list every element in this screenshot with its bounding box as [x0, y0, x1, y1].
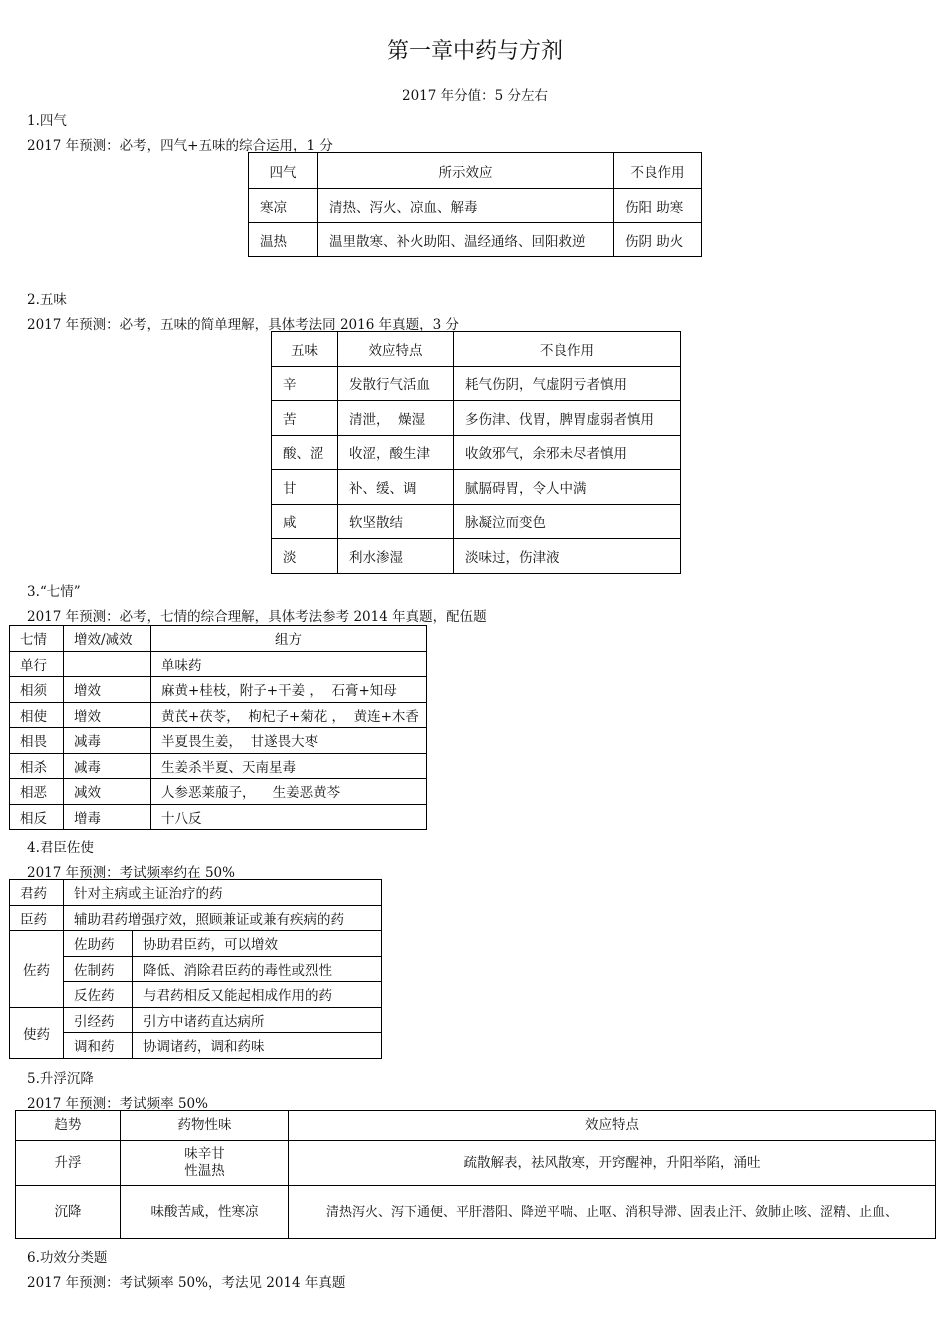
- page-title: 第一章中药与方剂: [386, 39, 563, 64]
- table-cell: 脉凝泣而变色: [454, 504, 681, 539]
- header-cell: 效应特点: [289, 1111, 936, 1141]
- table-cell: 使药: [10, 1007, 64, 1058]
- header-cell: 效应特点: [338, 332, 454, 367]
- section-note-gongxiao: 2017 年预测：考试频率 50%，考法见 2014 年真题: [27, 1275, 346, 1291]
- table-cell: 多伤津、伐胃，脾胃虚弱者慎用: [454, 401, 681, 436]
- table-cell: 相杀: [10, 753, 64, 779]
- siqi-table: [248, 152, 702, 257]
- table-header-row: [10, 626, 427, 652]
- table-cell: 单味药: [151, 651, 427, 677]
- table-cell: 甘: [272, 470, 338, 505]
- table-cell: 升浮: [16, 1141, 121, 1186]
- table-row: [249, 223, 702, 257]
- table-cell: 清热、泻火、凉血、解毒: [318, 189, 614, 223]
- section-note-siqi: 2017 年预测：必考，四气+五味的综合运用，1 分: [27, 138, 333, 154]
- table-cell: 酸、涩: [272, 435, 338, 470]
- section-note-wuwei: 2017 年预测：必考，五味的简单理解，具体考法同 2016 年真题，3 分: [27, 317, 459, 333]
- table-cell: 引方中诸药直达病所: [133, 1007, 382, 1033]
- table-row: [16, 1186, 936, 1239]
- table-row: [10, 702, 427, 728]
- table-header-row: [272, 332, 681, 367]
- table-cell: 减效: [64, 779, 151, 805]
- header-cell: 七情: [10, 626, 64, 652]
- table-cell: 生姜杀半夏、天南星毒: [151, 753, 427, 779]
- table-cell: [64, 651, 151, 677]
- table-cell: 相反: [10, 804, 64, 830]
- table-cell: 味酸苦咸，性寒凉: [121, 1186, 289, 1239]
- shengfu-table: [15, 1110, 936, 1239]
- table-cell: 臣药: [10, 905, 64, 931]
- table-row: [272, 470, 681, 505]
- table-cell: 协调诸药，调和药味: [133, 1033, 382, 1059]
- table-cell: 佐药: [10, 931, 64, 1008]
- table-cell: 咸: [272, 504, 338, 539]
- table-cell: 发散行气活血: [338, 366, 454, 401]
- section-heading-siqi: 1.四气: [27, 113, 67, 129]
- table-row: [10, 880, 382, 906]
- table-cell: 麻黄+桂枝，附子+干姜 ， 石膏+知母: [151, 677, 427, 703]
- table-row: [272, 435, 681, 470]
- table-row: [10, 728, 427, 754]
- table-cell: 增毒: [64, 804, 151, 830]
- table-row: [272, 366, 681, 401]
- header-cell: 所示效应: [318, 153, 614, 189]
- table-cell: [121, 1141, 289, 1186]
- table-row: [10, 1007, 382, 1033]
- table-cell: 收敛邪气，余邪未尽者慎用: [454, 435, 681, 470]
- header-cell: 不良作用: [454, 332, 681, 367]
- qiqing-table: [9, 625, 427, 830]
- table-cell: 降低、消除君臣药的毒性或烈性: [133, 956, 382, 982]
- table-cell: 十八反: [151, 804, 427, 830]
- table-cell: 引经药: [64, 1007, 133, 1033]
- table-cell: 辅助君药增强疗效，照顾兼证或兼有疾病的药: [64, 905, 382, 931]
- header-cell: 五味: [272, 332, 338, 367]
- nature-line: 味辛甘: [184, 1146, 225, 1162]
- table-row: [10, 677, 427, 703]
- table-row: [10, 982, 382, 1008]
- table-cell: 温里散寒、补火助阳、温经通络、回阳救逆: [318, 223, 614, 257]
- table-cell: 调和药: [64, 1033, 133, 1059]
- section-heading-shengfu: 5.升浮沉降: [27, 1071, 94, 1087]
- table-cell: 君药: [10, 880, 64, 906]
- junchen-table: [9, 879, 382, 1059]
- table-cell: 辛: [272, 366, 338, 401]
- section-heading-qiqing: 3.“七情”: [27, 584, 81, 600]
- table-cell: 减毒: [64, 728, 151, 754]
- table-row: [272, 539, 681, 574]
- table-row: [272, 401, 681, 436]
- section-heading-junchen: 4.君臣佐使: [27, 840, 94, 856]
- table-cell: 伤阴 助火: [614, 223, 702, 257]
- header-cell: 药物性味: [121, 1111, 289, 1141]
- table-cell: 伤阳 助寒: [614, 189, 702, 223]
- table-cell: 增效: [64, 677, 151, 703]
- table-row: [10, 753, 427, 779]
- table-row: [10, 956, 382, 982]
- header-cell: 四气: [249, 153, 318, 189]
- table-cell: 佐助药: [64, 931, 133, 957]
- table-cell: 半夏畏生姜， 甘遂畏大枣: [151, 728, 427, 754]
- table-row: [10, 905, 382, 931]
- table-cell: 利水渗湿: [338, 539, 454, 574]
- header-cell: 组方: [151, 626, 427, 652]
- table-cell: 耗气伤阴，气虚阴亏者慎用: [454, 366, 681, 401]
- header-cell: 趋势: [16, 1111, 121, 1141]
- table-cell: 补、缓、调: [338, 470, 454, 505]
- table-cell: 淡味过，伤津液: [454, 539, 681, 574]
- table-row: [16, 1141, 936, 1186]
- section-heading-wuwei: 2.五味: [27, 292, 67, 308]
- table-cell: 相使: [10, 702, 64, 728]
- section-note-shengfu: 2017 年预测：考试频率 50%: [27, 1096, 208, 1112]
- table-cell: 淡: [272, 539, 338, 574]
- table-row: [10, 1033, 382, 1059]
- table-cell: 反佐药: [64, 982, 133, 1008]
- table-cell: 温热: [249, 223, 318, 257]
- table-header-row: [16, 1111, 936, 1141]
- table-cell: 协助君臣药，可以增效: [133, 931, 382, 957]
- header-cell: 增效/减效: [64, 626, 151, 652]
- table-header-row: [249, 153, 702, 189]
- table-cell: 软坚散结: [338, 504, 454, 539]
- table-row: [249, 189, 702, 223]
- table-row: [10, 779, 427, 805]
- section-note-qiqing: 2017 年预测：必考，七情的综合理解，具体考法参考 2014 年真题，配伍题: [27, 609, 487, 625]
- table-cell: 针对主病或主证治疗的药: [64, 880, 382, 906]
- table-cell: 相须: [10, 677, 64, 703]
- table-cell: 寒凉: [249, 189, 318, 223]
- table-cell: 疏散解表，祛风散寒，开窍醒神，升阳举陷，涌吐: [289, 1141, 936, 1186]
- table-row: [10, 931, 382, 957]
- table-cell: 相恶: [10, 779, 64, 805]
- section-heading-gongxiao: 6.功效分类题: [27, 1250, 108, 1266]
- table-cell: 增效: [64, 702, 151, 728]
- table-cell: 清泄， 燥湿: [338, 401, 454, 436]
- table-row: [10, 651, 427, 677]
- page-subtitle: 2017 年分值：5 分左右: [401, 88, 549, 104]
- table-cell: 收涩，酸生津: [338, 435, 454, 470]
- table-cell: 佐制药: [64, 956, 133, 982]
- table-cell: 腻膈碍胃，令人中满: [454, 470, 681, 505]
- table-cell: 单行: [10, 651, 64, 677]
- nature-line: 性温热: [184, 1163, 225, 1179]
- table-cell: 清热泻火、泻下通便、平肝潜阳、降逆平喘、止呕、消积导滞、固表止汗、敛肺止咳、涩精、止血、: [289, 1186, 936, 1239]
- section-note-junchen: 2017 年预测：考试频率约在 50%: [27, 865, 235, 881]
- wuwei-table: [271, 331, 681, 574]
- table-cell: 相畏: [10, 728, 64, 754]
- table-cell: 苦: [272, 401, 338, 436]
- table-row: [272, 504, 681, 539]
- table-cell: 黄芪+茯苓， 枸杞子+菊花 ， 黄连+木香: [151, 702, 427, 728]
- header-cell: 不良作用: [614, 153, 702, 189]
- table-cell: 减毒: [64, 753, 151, 779]
- table-row: [10, 804, 427, 830]
- table-cell: 沉降: [16, 1186, 121, 1239]
- table-cell: 人参恶莱菔子， 生姜恶黄芩: [151, 779, 427, 805]
- table-cell: 与君药相反又能起相成作用的药: [133, 982, 382, 1008]
